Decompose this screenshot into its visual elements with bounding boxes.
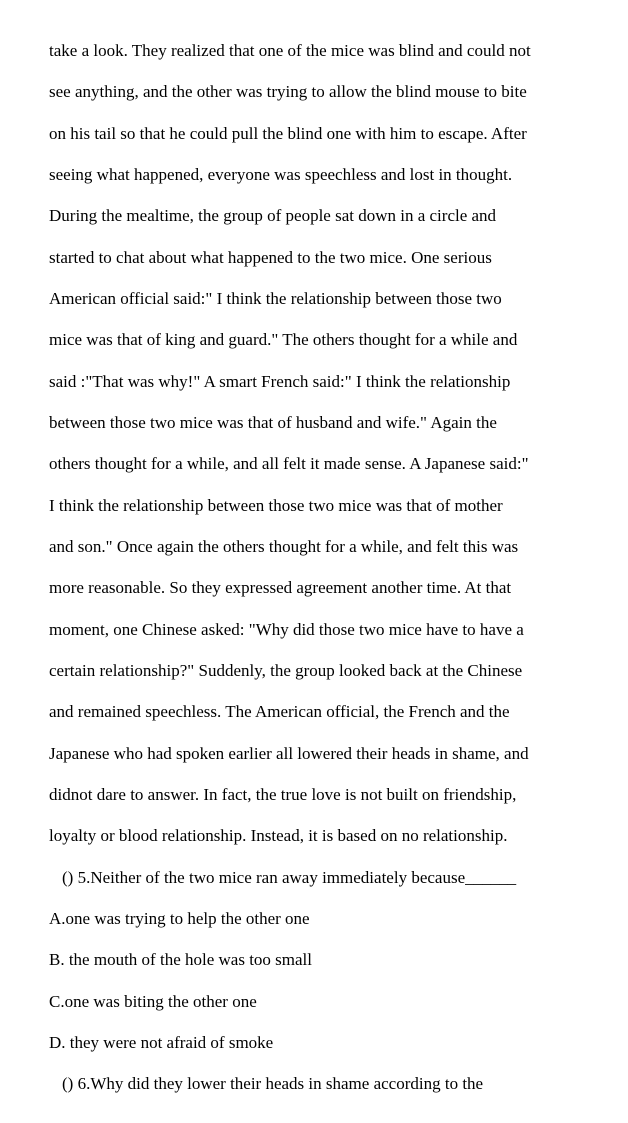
passage-line: and remained speechless. The American official, the French and the: [49, 702, 510, 721]
passage-line: I think the relationship between those two mice was that of mother: [49, 496, 503, 515]
passage-line: During the mealtime, the group of people sat down in a circle and: [49, 206, 497, 225]
passage-line: certain relationship?" Suddenly, the group looked back at the Chinese: [49, 661, 523, 680]
passage-line: mice was that of king and guard." The others thought for a while and: [49, 330, 518, 349]
passage-line: didnot dare to answer. In fact, the true love is not built on friendship,: [49, 785, 517, 804]
question-5-option-d: D. they were not afraid of smoke: [49, 1033, 274, 1052]
passage-line: and son." Once again the others thought for a while, and felt this was: [49, 537, 519, 556]
passage-line: said :"That was why!" A smart French said:" I think the relationship: [49, 372, 511, 391]
passage-line: moment, one Chinese asked: "Why did those two mice have to have a: [49, 620, 524, 639]
passage-line: between those two mice was that of husband and wife." Again the: [49, 413, 497, 432]
question-5-option-a: A.one was trying to help the other one: [49, 909, 310, 928]
question-6-stem: () 6.Why did they lower their heads in shame according to the: [62, 1074, 484, 1093]
passage-line: seeing what happened, everyone was speechless and lost in thought.: [49, 165, 513, 184]
question-5-option-b: B. the mouth of the hole was too small: [49, 950, 312, 969]
passage-line: take a look. They realized that one of the mice was blind and could not: [49, 41, 531, 60]
passage-line: more reasonable. So they expressed agreement another time. At that: [49, 578, 512, 597]
passage-line: see anything, and the other was trying to allow the blind mouse to bite: [49, 82, 527, 101]
passage-line: American official said:" I think the relationship between those two: [49, 289, 502, 308]
passage-line: others thought for a while, and all felt it made sense. A Japanese said:": [49, 454, 529, 473]
passage-line: started to chat about what happened to the two mice. One serious: [49, 248, 492, 267]
passage-line: on his tail so that he could pull the blind one with him to escape. After: [49, 124, 527, 143]
passage-line: Japanese who had spoken earlier all lowered their heads in shame, and: [49, 744, 529, 763]
passage-line: loyalty or blood relationship. Instead, it is based on no relationship.: [49, 826, 508, 845]
question-5-option-c: C.one was biting the other one: [49, 992, 257, 1011]
question-5-stem: () 5.Neither of the two mice ran away immediately because______: [62, 868, 517, 887]
